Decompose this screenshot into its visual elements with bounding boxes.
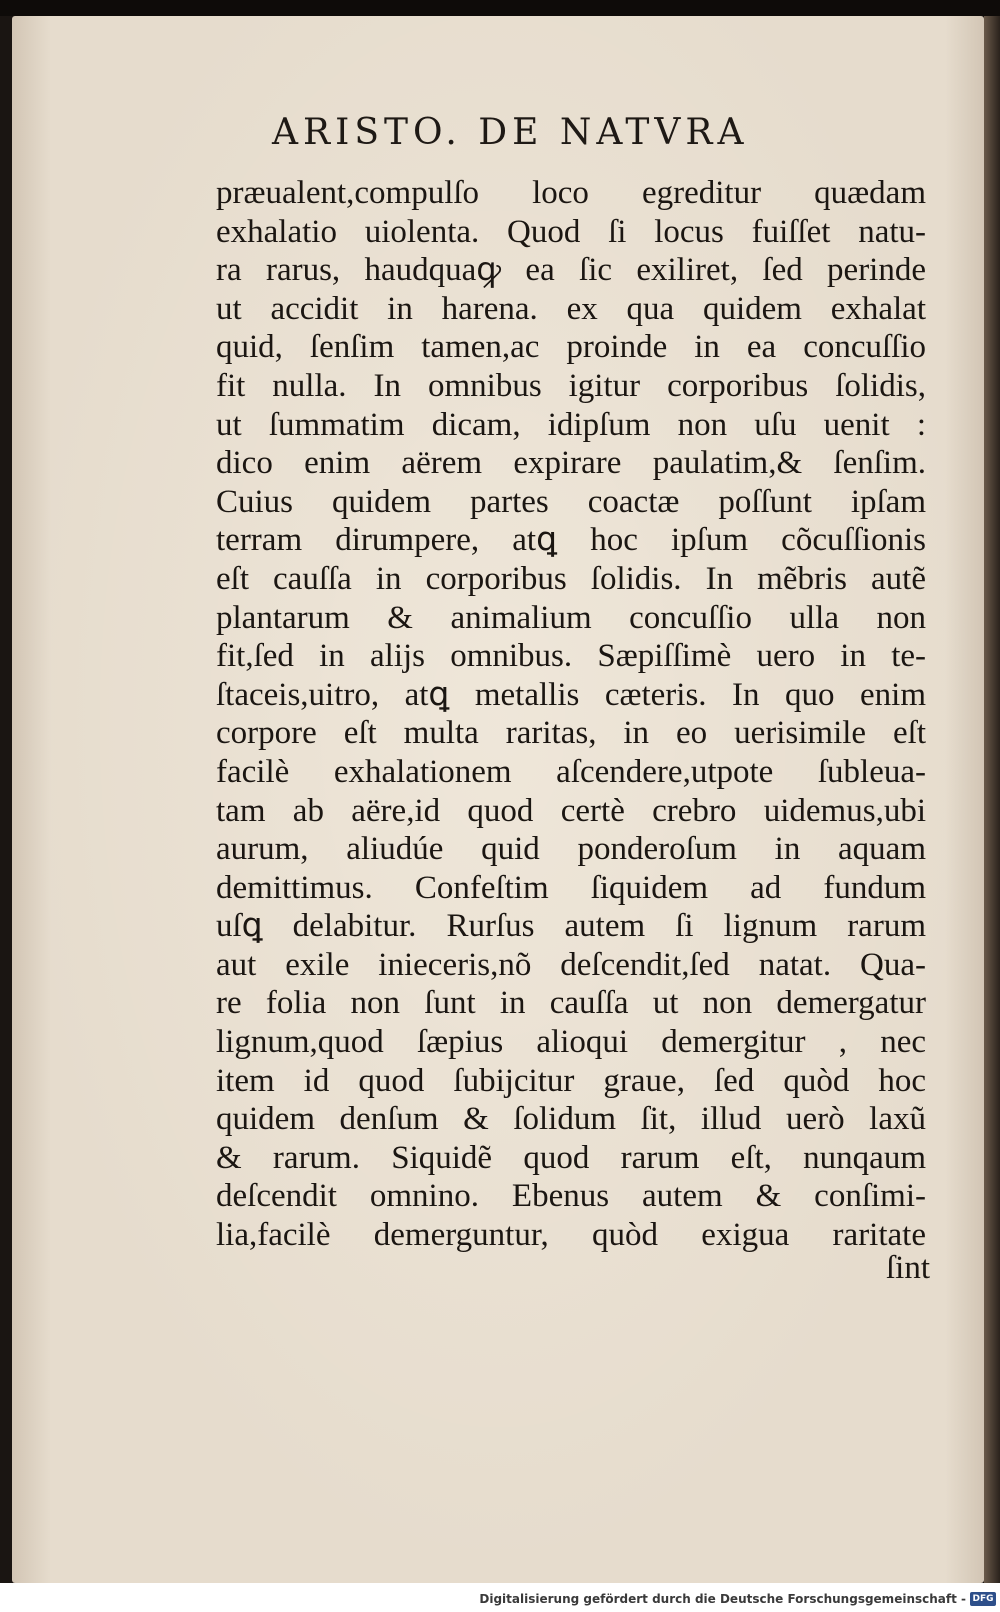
text-line: re folia non ſunt in cauſſa ut non demergatur (216, 985, 926, 1022)
text-line: item id quod ſubijcitur graue, ſed quòd hoc (216, 1062, 926, 1099)
text-line: fit,ſed in alijs omnibus. Sæpiſſimè uero in te- (216, 638, 926, 675)
text-line: facilè exhalationem aſcendere,utpote ſubleua- (216, 753, 926, 790)
text-line: ſtaceis,uitro, atꝗ metallis cæteris. In quo enim (216, 676, 926, 713)
funding-credit: Digitalisierung gefördert durch die Deutsche Forschungsgemeinschaft - (479, 1592, 966, 1606)
text-line: corpore eſt multa raritas, in eo uerisimile eſt (216, 715, 926, 752)
scan-top-edge (0, 0, 1000, 16)
text-line: deſcendit omnino. Ebenus autem & conſimi- (216, 1178, 926, 1215)
dfg-logo-icon: DFG (970, 1592, 996, 1606)
book-binding-edge (984, 16, 1000, 1583)
text-line: eſt cauſſa in corporibus ſolidis. In mẽbris autẽ (216, 560, 926, 597)
text-line: lia,facilè demerguntur, quòd exigua raritate (216, 1217, 926, 1254)
text-line: demittimus. Confeſtim ſiquidem ad fundum (216, 869, 926, 906)
text-line: aut exile inieceris,nõ deſcendit,ſed natat. Qua- (216, 946, 926, 983)
text-line: ra rarus, haudquaꝙ ea ſic exiliret, ſed perinde (216, 252, 926, 289)
text-line: & rarum. Siquidẽ quod rarum eſt, nunqaum (216, 1139, 926, 1176)
text-line: dico enim aërem expirare paulatim,& ſenſim. (216, 445, 926, 482)
text-line: Cuius quidem partes coactæ poſſunt ipſam (216, 483, 926, 520)
text-line: tam ab aëre,id quod certè crebro uidemus,ubi (216, 792, 926, 829)
digitization-footer (0, 1583, 1000, 1612)
text-line: ut ſummatim dicam, idipſum non uſu uenit : (216, 406, 926, 443)
catchword: ſint (885, 1250, 930, 1286)
text-line: exhalatio uiolenta. Quod ſi locus fuiſſet natu- (216, 213, 926, 250)
text-line: præualent,compulſo loco egreditur quædam (216, 175, 926, 211)
text-line: uſꝗ delabitur. Rurſus autem ſi lignum rarum (216, 908, 926, 945)
text-line: quid, ſenſim tamen,ac proinde in ea concuſſio (216, 329, 926, 366)
text-line: lignum,quod ſæpius alioqui demergitur , nec (216, 1024, 926, 1061)
text-line: terram dirumpere, atꝗ hoc ipſum cõcuſſionis (216, 522, 926, 559)
running-head: ARISTO. DE NATVRA (272, 112, 749, 153)
text-line: fit nulla. In omnibus igitur corporibus ſolidis, (216, 367, 926, 404)
text-line: aurum, aliudúe quid ponderoſum in aquam (216, 831, 926, 868)
text-line: quidem denſum & ſolidum ſit, illud uerò laxũ (216, 1101, 926, 1138)
text-line: plantarum & animalium concuſſio ulla non (216, 599, 926, 636)
body-text (216, 174, 926, 1255)
text-line: ut accidit in harena. ex qua quidem exhalat (216, 290, 926, 327)
